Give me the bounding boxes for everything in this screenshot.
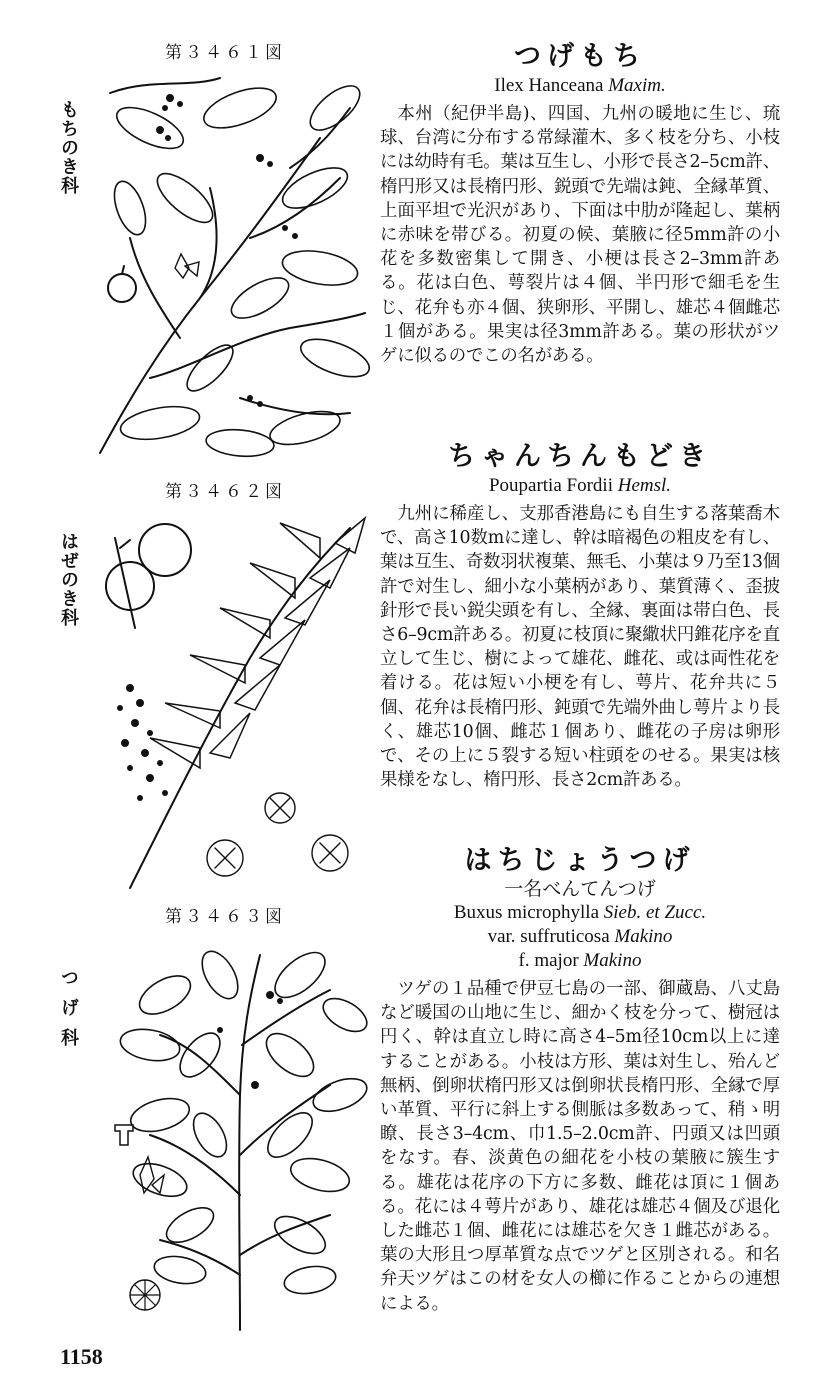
scientific-name: Ilex Hanceana Maxim. [494, 75, 666, 96]
alternate-name: 一名べんてんつげ [504, 878, 656, 900]
illustration-poupartia-fordii [90, 508, 370, 896]
japanese-name: ちゃんちんもどき [448, 441, 712, 472]
species-description: 九州に稀産し、支那香港島にも自生する落葉喬木で、高さ10数mに達し、幹は暗褐色の粗皮を有し、葉は互生、奇数羽状複葉、無毛、小葉は９乃至13個許で対生し、細小な小葉柄があり、葉質薄く、歪披針形で長い鋭尖頭を有し、全縁、裏面は帯白色、長さ6–9cm許ある。初夏に枝頂に聚繖状円錐花序を直立して生じ、樹によって雄花、雌花、或は両性花を着ける。花は短い小梗を有し、萼片、花弁共に５個、花弁は長楕円形、鈍頭で先端外曲し萼片より長く、雄芯10個、雌芯１個あり、雌花の子房は卵形で、その上に５裂する短い柱頭をのせる。果実は核果様をなし、楕円形、長さ2cm許ある。 [380, 504, 780, 791]
scientific-name-line-1: Buxus microphylla Sieb. et Zucc. [453, 902, 707, 923]
japanese-name: はちじょうつげ [464, 845, 696, 876]
species-description: ツゲの１品種で伊豆七島の一部、御蔵島、八丈島など暖国の山地に生じ、細かく枝を分って、樹冠は円く、幹は直立し時に高さ4–5m径10cm以上に達することがある。小枝は方形、葉は対生し、殆んど無柄、倒卵状楕円形又は倒卵状長楕円形、全縁で厚い革質、平行に斜上する側脈は多数あって、稍ゝ明瞭、長さ3–4cm、巾1.5–2.0cm許、円頭又は凹頭をなす。春、淡黄色の細花を小枝の葉腋に簇生する。雄花は花序の下方に多数、雌花は頂に１個ある。花には４萼片があり、雄花は雄芯４個及び退化した雌芯１個、雌花には雄芯を欠き１雌芯がある。葉の大形且つ厚革質な点でツゲと区別される。和名弁天ツゲはこの材を女人の櫛に作ることからの連想による。 [380, 979, 780, 1314]
japanese-name: つげもち [514, 41, 646, 72]
page-number: 1158 [60, 1344, 103, 1369]
entry-poupartia-fordii [380, 440, 780, 792]
species-description: 本州（紀伊半島)、四国、九州の暖地に生じ、琉球、台湾に分布する常緑灌木、多く枝を分ち、小枝には幼時有毛。葉は互生し、小形で長さ2–5cm許、楕円形又は長楕円形、鋭頭で先端は鈍、全縁革質、上面平坦で光沢があり、下面は中肋が隆起し、葉柄に赤味を帯びる。初夏の候、葉腋に径5mm許の小花を多数密集して開き、小梗は長さ2–3mm許ある。花は白色、萼裂片は４個、半円形で細毛を生じ、花弁も亦４個、狭卵形、平開し、雄芯４個雌芯１個がある。果実は径3mm許ある。葉の形状がツゲに似るのでこの名がある。 [380, 104, 780, 367]
illustration-buxus-microphylla [90, 935, 370, 1335]
illustration-ilex-hanceana [90, 68, 370, 463]
figure-label-3463: 第３４６３図 [165, 907, 285, 927]
family-label-mochinoki: もちのき科 [58, 100, 79, 195]
family-label-hazenoki: はぜのき科 [58, 532, 79, 627]
entry-ilex-hanceana [380, 40, 780, 368]
entry-buxus-microphylla [380, 844, 780, 1316]
figure-label-3462: 第３４６２図 [165, 482, 285, 502]
family-label-tsuge: つげ科 [58, 968, 79, 1058]
figure-label-3461: 第３４６１図 [165, 43, 285, 63]
scientific-name-line-2: var. suffruticosa Makino [487, 926, 673, 947]
scientific-name-line-3: f. major Makino [518, 950, 642, 971]
scientific-name: Poupartia Fordii Hemsl. [488, 475, 672, 496]
